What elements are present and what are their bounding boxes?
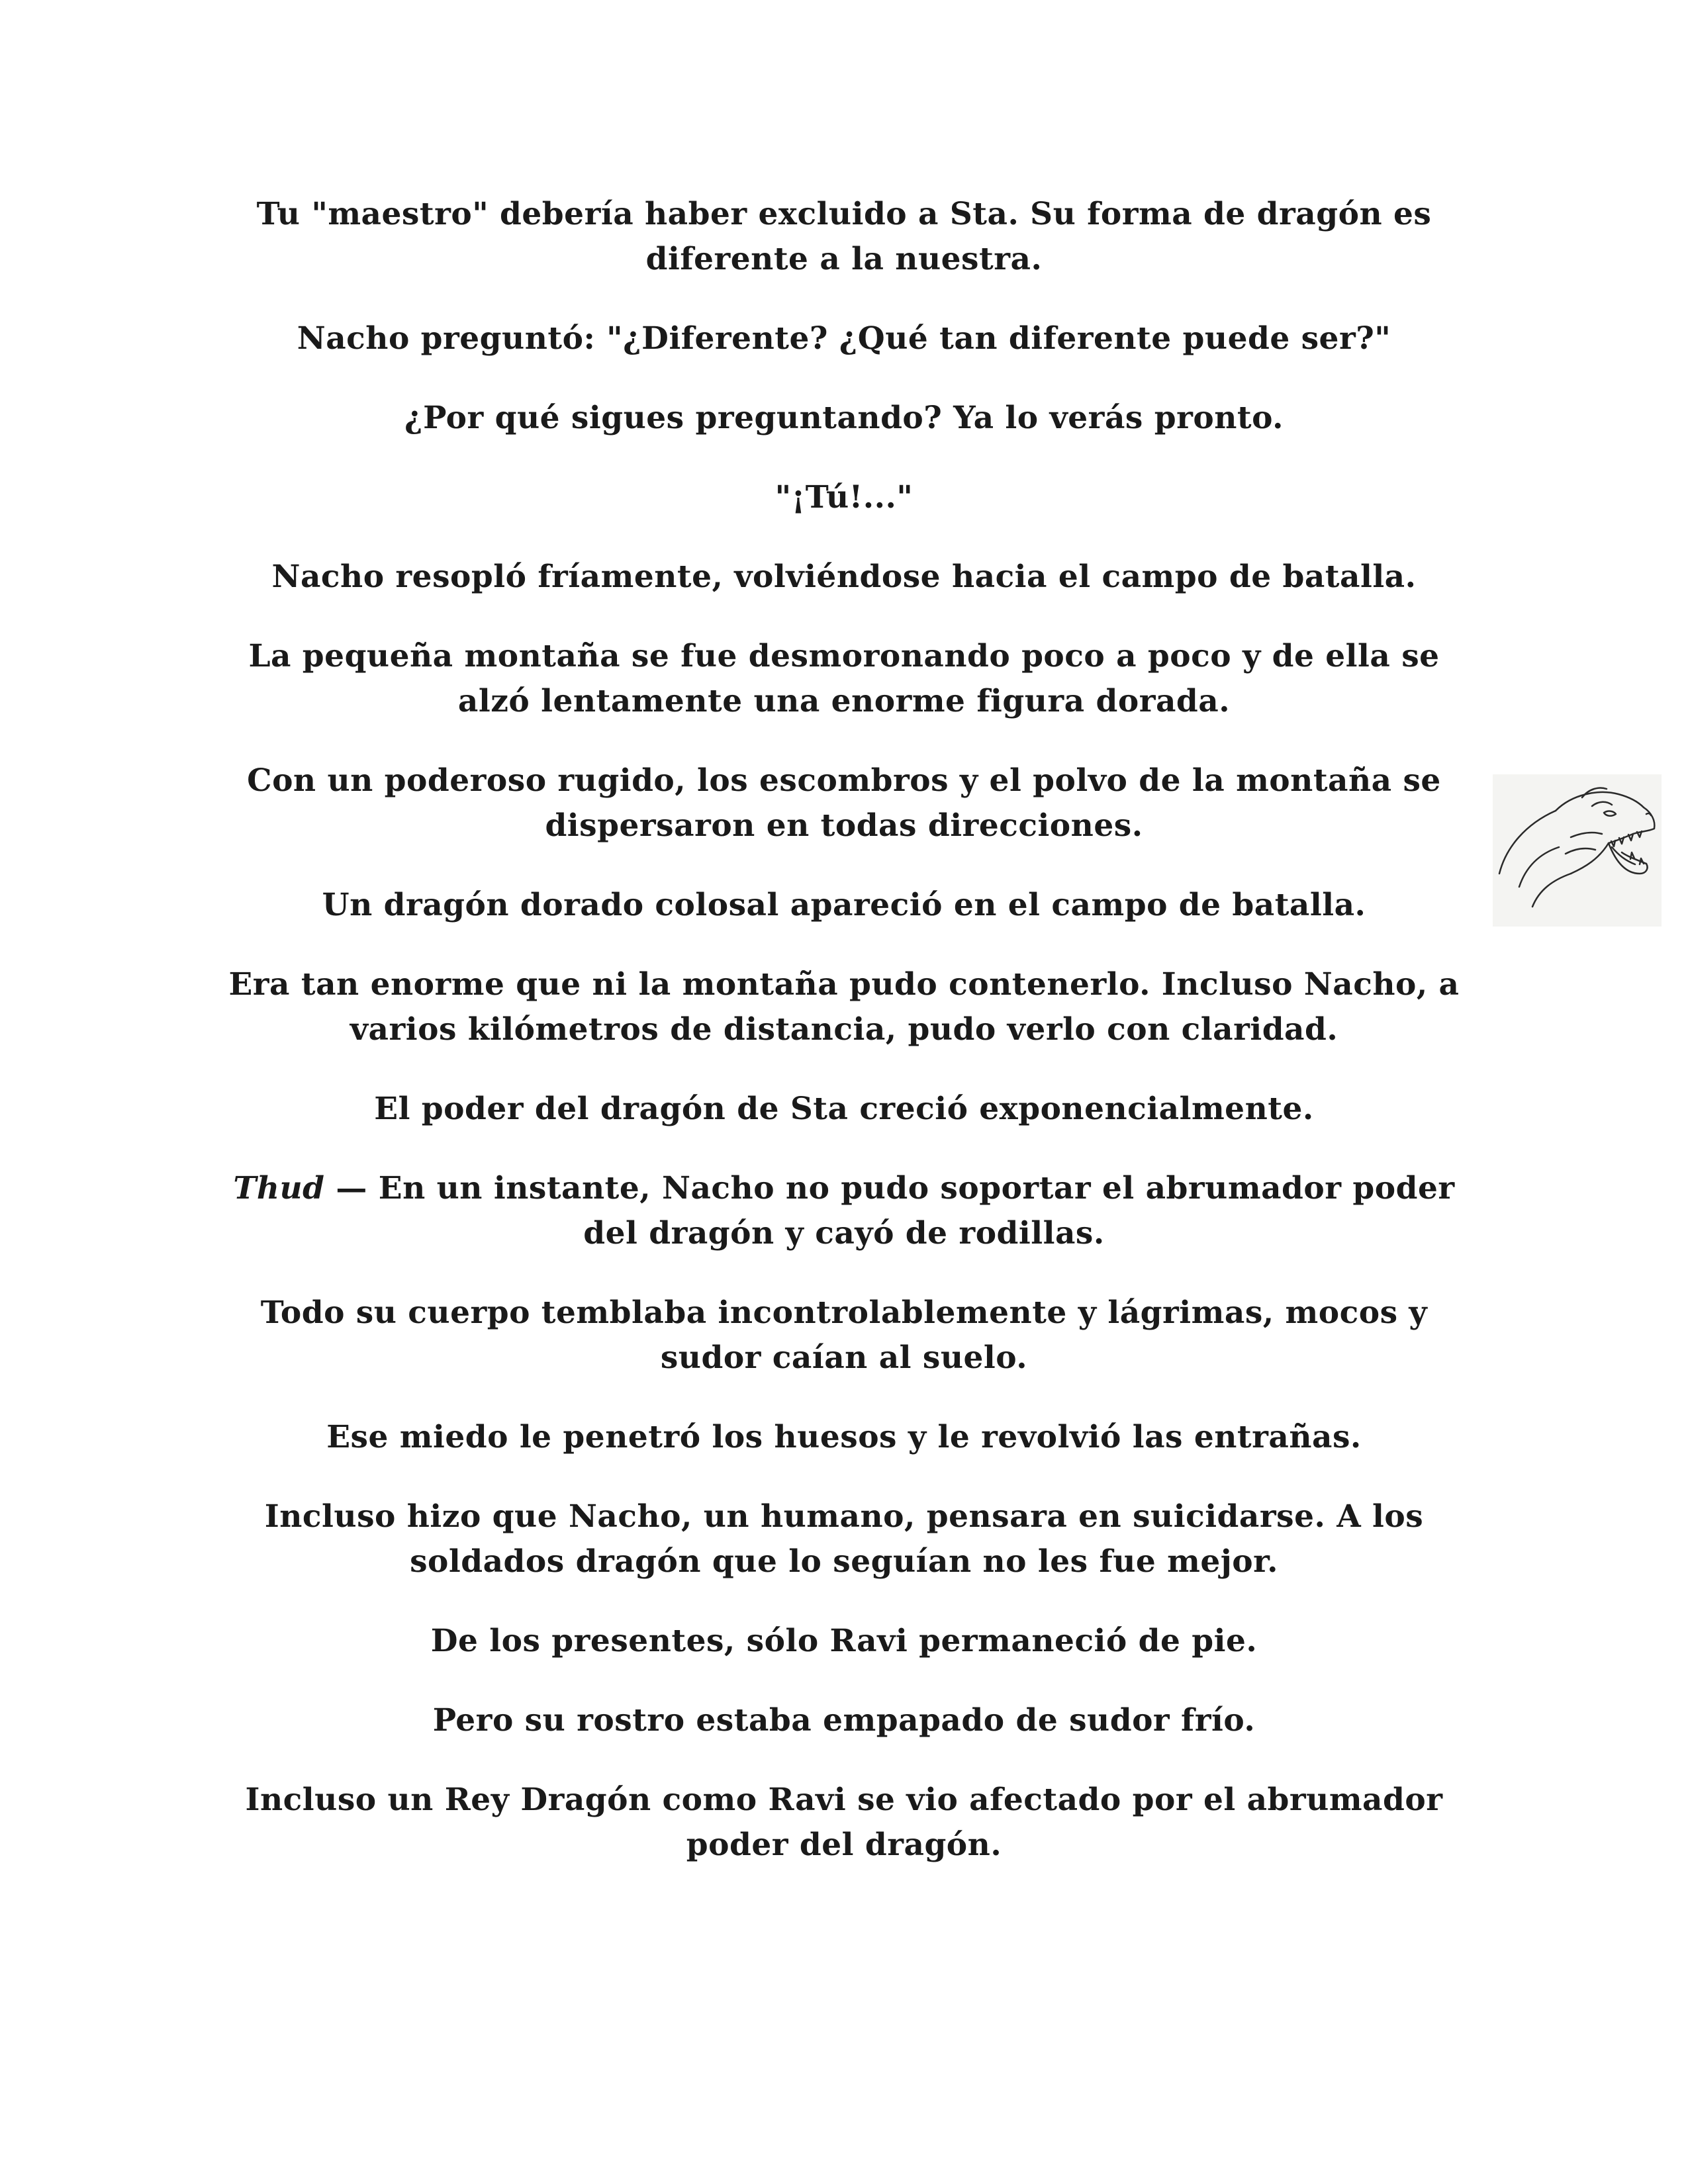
paragraph-15: De los presentes, sólo Ravi permaneció de pie. bbox=[430, 1623, 1258, 1659]
paragraph-6: La pequeña montaña se fue desmoronando poco a poco y de ella se alzó lentamente una enorme figura dorada. bbox=[248, 638, 1440, 719]
paragraph-sfx bbox=[225, 1166, 1463, 1256]
paragraph-13: Ese miedo le penetró los huesos y le revolvió las entrañas. bbox=[326, 1419, 1362, 1455]
paragraph-2: Nacho preguntó: "¿Diferente? ¿Qué tan diferente puede ser?" bbox=[297, 320, 1391, 357]
sfx-paragraph-text: En un instante, Nacho no pudo soportar el abrumador poder del dragón y cayó de rodillas. bbox=[378, 1170, 1455, 1251]
paragraph-10: El poder del dragón de Sta creció exponencialmente. bbox=[374, 1091, 1314, 1127]
paragraph-17: Incluso un Rey Dragón como Ravi se vio afectado por el abrumador poder del dragón. bbox=[245, 1782, 1443, 1863]
paragraph-14: Incluso hizo que Nacho, un humano, pensara en suicidarse. A los soldados dragón que lo seguían no les fue mejor. bbox=[264, 1498, 1424, 1580]
paragraph-16: Pero su rostro estaba empapado de sudor frío. bbox=[432, 1702, 1256, 1739]
paragraph-4: "¡Tú!..." bbox=[774, 479, 914, 516]
paragraph-12: Todo su cuerpo temblaba incontrolablemente y lágrimas, mocos y sudor caían al suelo. bbox=[260, 1295, 1428, 1376]
paragraph-3: ¿Por qué sigues preguntando? Ya lo verás pronto. bbox=[404, 400, 1284, 436]
paragraph-1: Tu "maestro" debería haber excluido a Sta. Su forma de dragón es diferente a la nuestra. bbox=[256, 196, 1432, 277]
story-text bbox=[225, 192, 1463, 1902]
paragraph-9: Era tan enorme que ni la montaña pudo contenerlo. Incluso Nacho, a varios kilómetros de distancia, pudo verlo con claridad. bbox=[228, 966, 1460, 1048]
em-dash: — bbox=[324, 1170, 379, 1206]
sound-effect: Thud bbox=[233, 1170, 325, 1206]
paragraph-5: Nacho resopló fríamente, volviéndose hacia el campo de batalla. bbox=[271, 559, 1417, 595]
dragon-head-sketch-icon bbox=[1493, 774, 1662, 927]
paragraph-7: Con un poderoso rugido, los escombros y el polvo de la montaña se dispersaron en todas direcciones. bbox=[247, 762, 1441, 844]
paragraph-8: Un dragón dorado colosal apareció en el campo de batalla. bbox=[322, 887, 1366, 923]
